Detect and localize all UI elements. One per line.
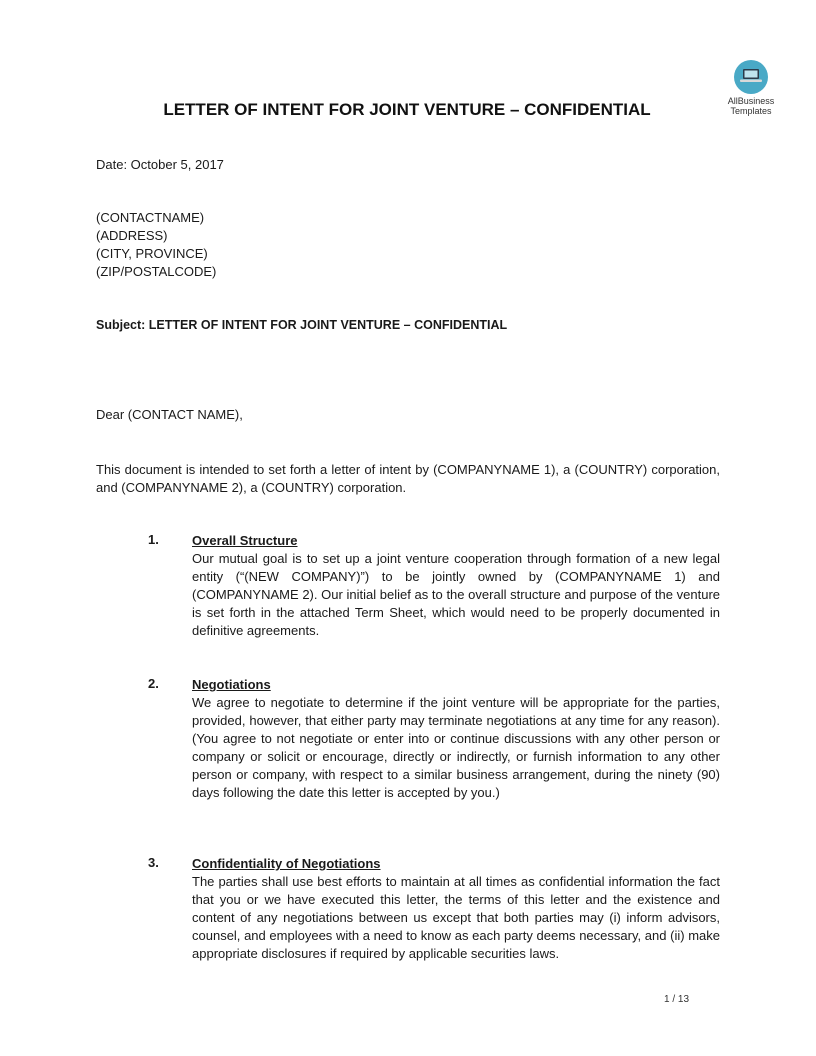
section-number: 1. — [148, 532, 159, 547]
laptop-icon — [734, 60, 768, 94]
section-negotiations — [96, 676, 720, 802]
section-heading: Confidentiality of Negotiations — [192, 856, 381, 871]
address-line: (CITY, PROVINCE) — [96, 246, 208, 261]
section-heading: Overall Structure — [192, 533, 298, 548]
intro-paragraph: This document is intended to set forth a letter of intent by (COMPANYNAME 1), a (COUNTRY) corporation, and (COMPANYNAME 2), a (COUNTRY) corporation. — [96, 462, 720, 495]
salutation: Dear (CONTACT NAME), — [96, 407, 243, 422]
address-line: (CONTACTNAME) — [96, 210, 205, 225]
subject-line: Subject: LETTER OF INTENT FOR JOINT VENTURE – CONFIDENTIAL — [96, 318, 508, 332]
section-body: We agree to negotiate to determine if the joint venture will be appropriate for the parties, provided, however, that either party may terminate negotiations at any time for any reason). (You agree to not negotiate or enter into or continue discussions with any other person or company or solicit or encourage, directly or indirectly, or furnish information to any other person or company, with respect to a similar business arrangement, during the ninety (90) days following the date this letter is accepted by you.) — [192, 695, 720, 800]
section-number: 2. — [148, 676, 159, 691]
recipient-address — [96, 209, 216, 281]
section-body: The parties shall use best efforts to maintain at all times as confidential information the fact that you or we have executed this letter, the terms of this letter and the existence and content of any negotiations between us except that both parties may (i) inform advisors, counsel, and employees with a need to know as each party deems necessary, and (ii) make appropriate disclosures if required by applicable securities laws. — [192, 874, 720, 961]
address-line: (ADDRESS) — [96, 228, 168, 243]
allbusiness-logo — [724, 60, 778, 116]
section-number: 3. — [148, 855, 159, 870]
section-overall-structure — [96, 532, 720, 640]
section-heading: Negotiations — [192, 677, 271, 692]
logo-text: AllBusiness Templates — [727, 96, 775, 116]
section-confidentiality — [96, 855, 720, 963]
section-body: Our mutual goal is to set up a joint venture cooperation through formation of a new legal entity (“(NEW COMPANY)”) to be jointly owned by (COMPANYNAME 1) and (COMPANYNAME 2). Our initial belief as to the overall structure and purpose of the venture is set forth in the attached Term Sheet, which would need to be properly documented in definitive agreements. — [192, 551, 720, 638]
document-title: LETTER OF INTENT FOR JOINT VENTURE – CONFIDENTIAL — [163, 100, 651, 119]
page-number: 1 / 13 — [664, 994, 690, 1005]
letter-date: Date: October 5, 2017 — [96, 157, 224, 172]
address-line: (ZIP/POSTALCODE) — [96, 264, 217, 279]
